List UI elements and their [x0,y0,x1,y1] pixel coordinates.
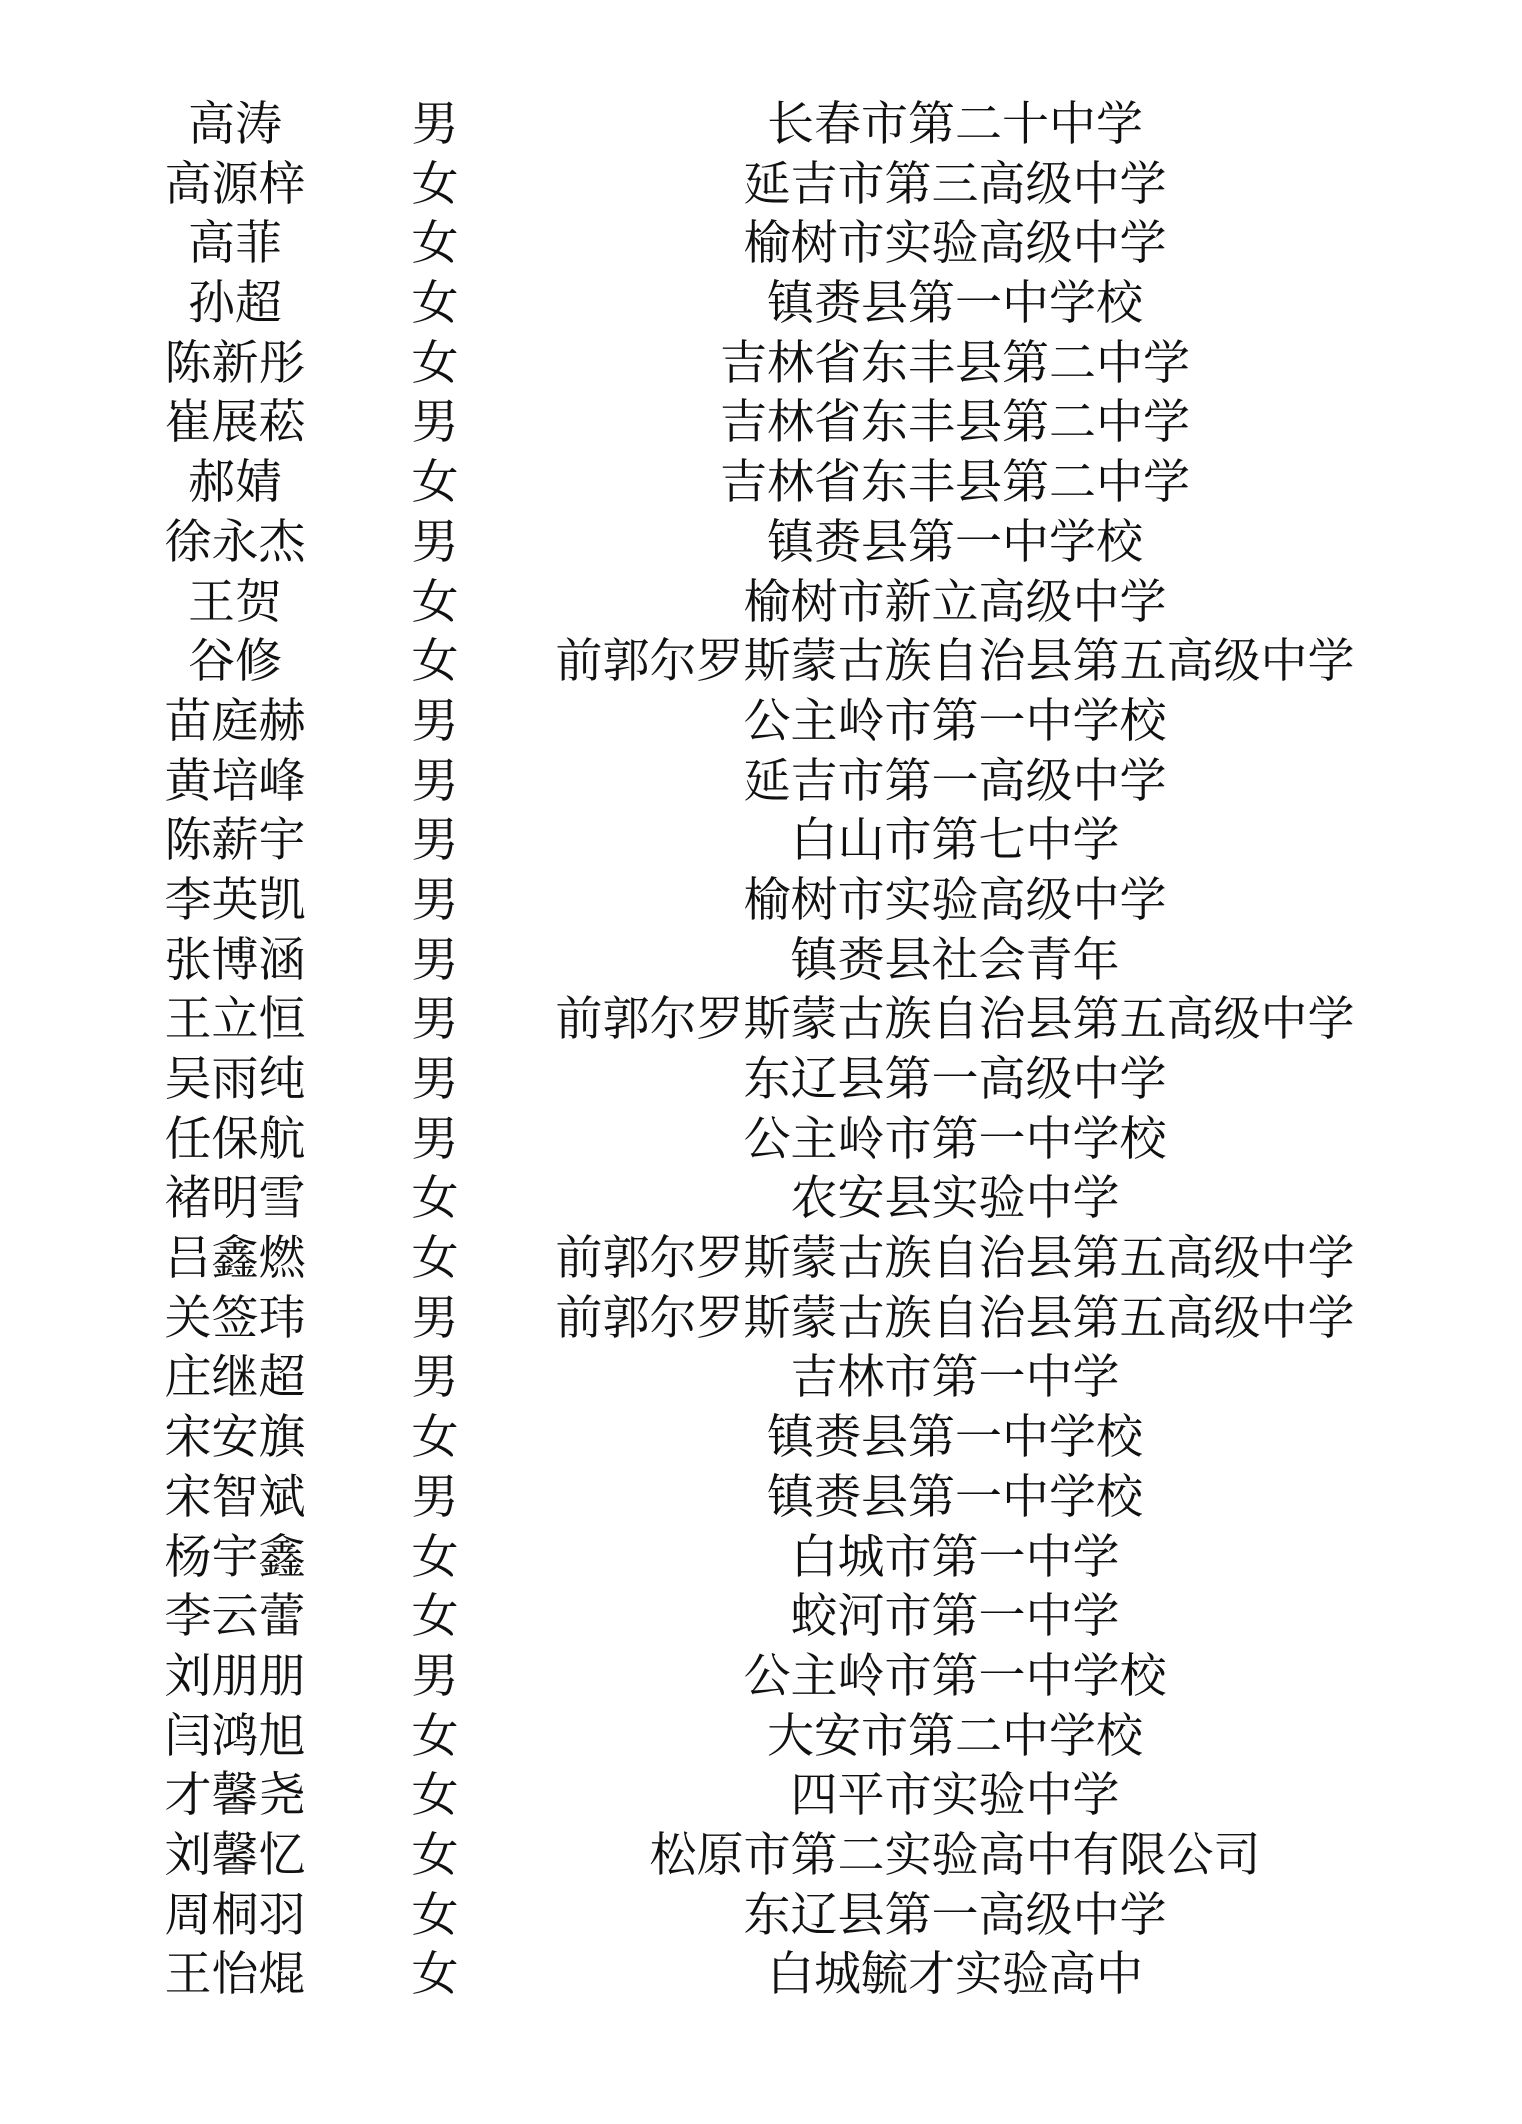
student-gender: 男 [411,1648,459,1704]
student-name: 宋智斌 [164,1469,306,1525]
student-gender: 男 [411,693,459,749]
roster-row [0,1766,1522,1826]
student-gender: 女 [411,1529,459,1585]
roster-row [0,752,1522,812]
student-name: 陈薪宇 [164,813,306,869]
student-name: 高涛 [188,97,282,152]
roster-row [0,1408,1522,1468]
student-gender: 男 [411,1469,459,1525]
student-school: 大安市第二中学校 [767,1708,1143,1764]
roster-row [0,990,1522,1050]
student-school: 长春市第二十中学 [767,97,1143,152]
student-school: 四平市实验中学 [790,1768,1120,1824]
roster-row [0,1647,1522,1707]
student-name: 郝婧 [188,455,282,511]
roster-row [0,1050,1522,1110]
student-school: 前郭尔罗斯蒙古族自治县第五高级中学 [555,992,1355,1048]
student-gender: 女 [411,455,459,511]
student-name: 才馨尧 [164,1768,306,1824]
student-school: 榆树市实验高级中学 [743,216,1167,272]
student-name: 李云蕾 [164,1589,306,1645]
student-name: 王立恒 [164,992,306,1048]
student-school: 松原市第二实验高中有限公司 [649,1827,1261,1883]
student-gender: 男 [411,992,459,1048]
student-gender: 女 [411,1827,459,1883]
student-school: 农安县实验中学 [790,1171,1120,1227]
roster-row [0,274,1522,334]
student-gender: 女 [411,1768,459,1824]
student-gender: 女 [411,1887,459,1943]
student-gender: 女 [411,634,459,690]
student-school: 蛟河市第一中学 [790,1589,1120,1645]
student-gender: 女 [411,156,459,212]
student-school: 镇赉县第一中学校 [767,276,1143,332]
student-gender: 女 [411,216,459,272]
student-name: 庄继超 [164,1350,306,1406]
roster-row [0,931,1522,991]
student-gender: 男 [411,514,459,570]
student-school: 公主岭市第一中学校 [743,693,1167,749]
roster-row [0,334,1522,394]
student-name: 宋安旗 [164,1410,306,1466]
student-name: 吴雨纯 [164,1052,306,1107]
roster-row [0,214,1522,274]
student-name: 王怡焜 [164,1947,306,2003]
student-school: 镇赉县社会青年 [790,932,1120,988]
student-name: 关签玮 [164,1290,306,1346]
student-gender: 女 [411,1708,459,1764]
student-name: 陈新彤 [164,335,306,391]
student-gender: 男 [411,1111,459,1167]
roster-row [0,155,1522,215]
student-gender: 女 [411,1589,459,1645]
student-name: 崔展菘 [164,395,306,451]
student-school: 镇赉县第一中学校 [767,1410,1143,1466]
roster-row [0,692,1522,752]
student-school: 白城市第一中学 [790,1529,1120,1585]
student-school: 前郭尔罗斯蒙古族自治县第五高级中学 [555,634,1355,690]
student-name: 苗庭赫 [164,693,306,749]
student-gender: 男 [411,753,459,809]
roster-row [0,95,1522,155]
student-name: 褚明雪 [164,1171,306,1227]
student-name: 徐永杰 [164,514,306,570]
roster-row [0,1886,1522,1946]
student-school: 延吉市第一高级中学 [743,753,1167,809]
student-gender: 女 [411,1410,459,1466]
roster-row [0,1528,1522,1588]
student-gender: 男 [411,872,459,928]
student-gender: 女 [411,1947,459,2003]
student-gender: 女 [411,1231,459,1287]
roster-row [0,1169,1522,1229]
student-gender: 女 [411,335,459,391]
roster-row [0,632,1522,692]
roster-row [0,1707,1522,1767]
student-school: 公主岭市第一中学校 [743,1648,1167,1704]
student-school: 白山市第七中学 [790,813,1120,869]
student-gender: 男 [411,932,459,988]
student-name: 李英凯 [164,872,306,928]
roster-row [0,513,1522,573]
student-name: 任保航 [164,1111,306,1167]
student-gender: 女 [411,1171,459,1227]
student-gender: 男 [411,1290,459,1346]
student-school: 前郭尔罗斯蒙古族自治县第五高级中学 [555,1290,1355,1346]
student-school: 吉林省东丰县第二中学 [720,335,1190,391]
student-school: 公主岭市第一中学校 [743,1111,1167,1167]
roster-row [0,1289,1522,1349]
student-school: 东辽县第一高级中学 [743,1052,1167,1107]
roster-row [0,1945,1522,2005]
roster-row [0,453,1522,513]
student-school: 吉林省东丰县第二中学 [720,395,1190,451]
student-name: 黄培峰 [164,753,306,809]
student-gender: 男 [411,1350,459,1406]
student-school: 镇赉县第一中学校 [767,514,1143,570]
student-name: 闫鸿旭 [164,1708,306,1764]
student-name: 张博涵 [164,932,306,988]
student-name: 刘朋朋 [164,1648,306,1704]
student-name: 周桐羽 [164,1887,306,1943]
student-school: 东辽县第一高级中学 [743,1887,1167,1943]
student-school: 延吉市第三高级中学 [743,156,1167,212]
roster-row [0,573,1522,633]
student-school: 镇赉县第一中学校 [767,1469,1143,1525]
student-name: 谷修 [188,634,282,690]
student-school: 榆树市新立高级中学 [743,574,1167,630]
student-name: 孙超 [188,276,282,332]
student-gender: 男 [411,395,459,451]
student-name: 刘馨忆 [164,1827,306,1883]
student-name: 杨宇鑫 [164,1529,306,1585]
student-name: 王贺 [188,574,282,630]
student-school: 前郭尔罗斯蒙古族自治县第五高级中学 [555,1231,1355,1287]
student-name: 高菲 [188,216,282,272]
student-gender: 女 [411,574,459,630]
student-school: 白城毓才实验高中 [767,1947,1143,2003]
student-gender: 男 [411,1052,459,1107]
roster-row [0,871,1522,931]
roster-row [0,1110,1522,1170]
student-name: 吕鑫燃 [164,1231,306,1287]
roster-row [0,1229,1522,1289]
student-gender: 女 [411,276,459,332]
student-gender: 男 [411,813,459,869]
roster-row [0,811,1522,871]
roster-row [0,1587,1522,1647]
student-school: 吉林省东丰县第二中学 [720,455,1190,511]
student-name: 高源梓 [164,156,306,212]
student-school: 榆树市实验高级中学 [743,872,1167,928]
roster-row [0,1826,1522,1886]
roster-row [0,1348,1522,1408]
roster-row [0,393,1522,453]
roster-row [0,1468,1522,1528]
student-gender: 男 [411,97,459,152]
student-school: 吉林市第一中学 [790,1350,1120,1406]
roster-list [0,95,1522,2005]
